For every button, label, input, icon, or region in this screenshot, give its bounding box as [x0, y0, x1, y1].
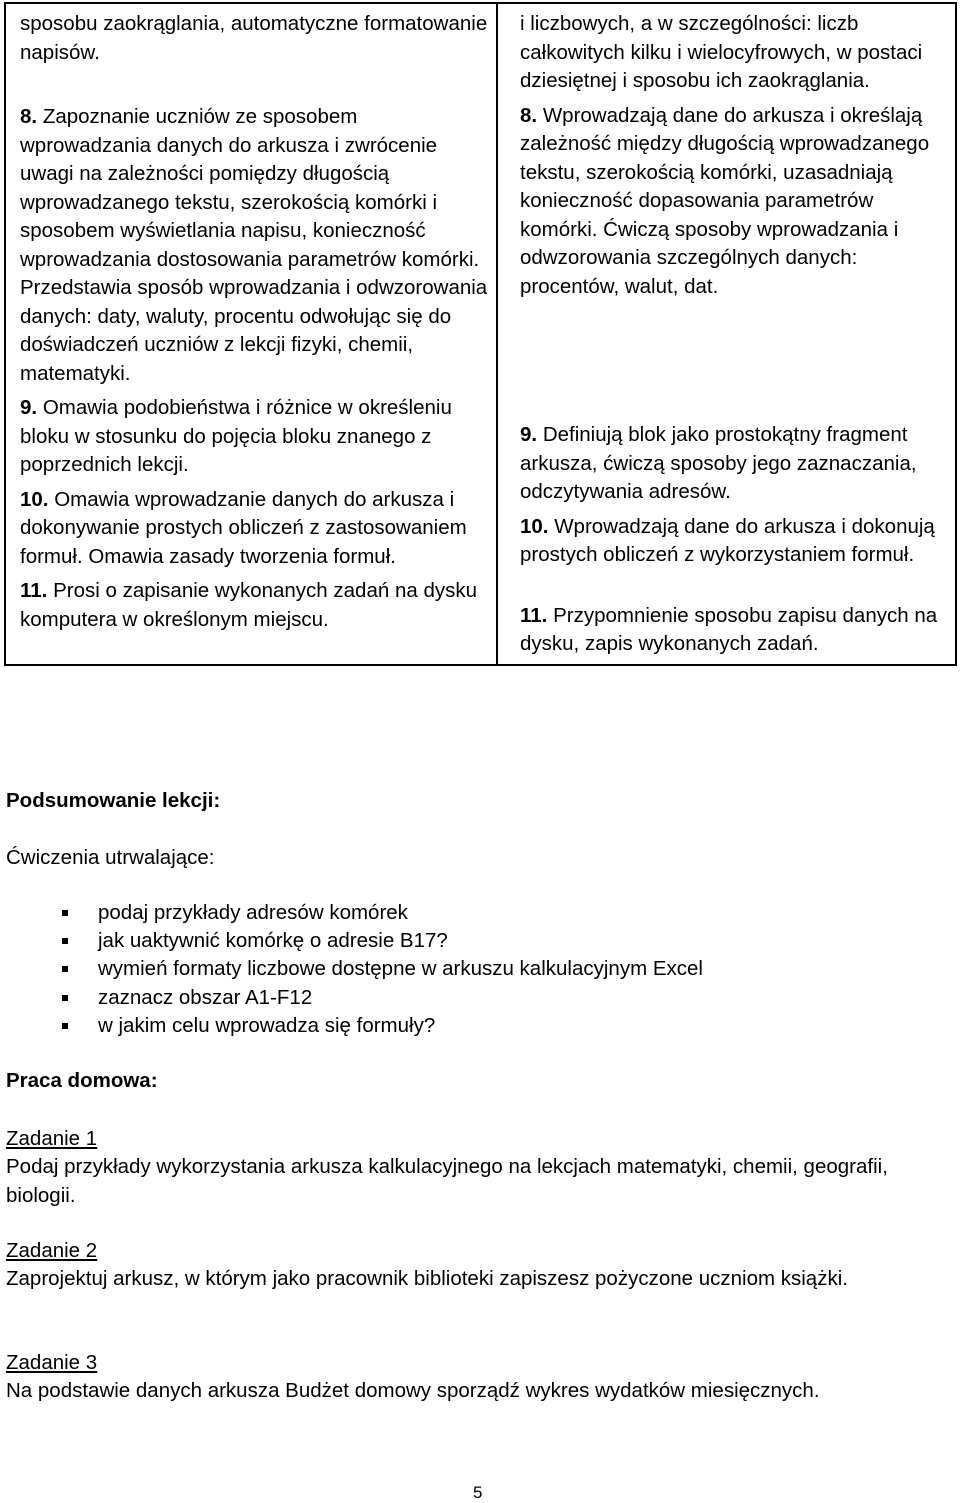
- item-number: 8.: [520, 103, 538, 127]
- exercise-text: podaj przykłady adresów komórek: [98, 901, 408, 924]
- homework-task-3: [6, 1349, 951, 1406]
- list-item: [62, 927, 703, 955]
- list-item: [62, 984, 703, 1012]
- homework-task-1: [6, 1125, 951, 1210]
- item-number: 10.: [20, 487, 49, 511]
- page-number: 5: [473, 1483, 483, 1502]
- item-text: Przypomnienie sposobu zapisu danych na dysku, zapis wykonanych zadań.: [520, 603, 938, 655]
- item-text: Wprowadzają dane do arkusza i dokonują prostych obliczeń z wykorzystaniem formuł.: [520, 514, 935, 566]
- bullet-square-icon: [62, 910, 68, 916]
- list-item: [520, 10, 949, 96]
- exercise-text: jak uaktywnić komórkę o adresie B17?: [98, 929, 448, 953]
- item-text: sposobu zaokrąglania, automatyczne formatowanie napisów.: [20, 12, 488, 64]
- item-text: i liczbowych, a w szczególności: liczb całkowitych kilku i wielocyfrowych, w postaci dziesiętnej i sposobu ich zaokrąglania.: [520, 12, 923, 92]
- item-number: 11.: [520, 603, 548, 627]
- item-text: Omawia podobieństwa i różnice w określeniu bloku w stosunku do pojęcia bloku znanego z poprzednich lekcji.: [20, 396, 452, 476]
- item-number: 8.: [20, 105, 38, 128]
- item-text: Omawia wprowadzanie danych do arkusza i dokonywanie prostych obliczeń z zastosowaniem formuł. Omawia zasady tworzenia formuł.: [20, 487, 467, 568]
- task-title: Zadanie 2: [6, 1239, 98, 1262]
- homework-task-2: [6, 1237, 951, 1294]
- exercise-text: w jakim celu wprowadza się formuły?: [98, 1013, 436, 1037]
- summary-heading: Podsumowanie lekcji:: [6, 789, 221, 812]
- list-item: [20, 103, 490, 388]
- exercises-list: [62, 899, 703, 1040]
- item-text: Zapoznanie uczniów ze sposobem wprowadzania danych do arkusza i zwrócenie uwagi na zależności pomiędzy długością wprowadzanego tekstu, szerokością komórki i sposobem wyświetlania napisu, konieczność wprowadzania dostosowania parametrów komórki. Przedstawia sposób wprowadzania i odwzorowania danych: daty, waluty, procentu odwołując się do doświadczeń uczniów z lekcji fizyki, chemii, matematyki.: [20, 105, 488, 385]
- bullet-square-icon: [62, 966, 68, 972]
- task-title: Zadanie 3: [6, 1351, 98, 1374]
- table-row: [5, 3, 956, 665]
- exercise-text: wymień formaty liczbowe dostępne w arkuszu kalkulacyjnym Excel: [98, 957, 703, 981]
- task-text: Zaprojektuj arkusz, w którym jako pracownik biblioteki zapiszesz pożyczone uczniom książki.: [6, 1267, 848, 1291]
- task-text: Na podstawie danych arkusza Budżet domowy sporządź wykres wydatków miesięcznych.: [6, 1379, 820, 1403]
- task-title: Zadanie 1: [6, 1127, 98, 1150]
- item-text: Prosi o zapisanie wykonanych zadań na dysku komputera w określonym miejscu.: [20, 579, 477, 631]
- lesson-plan-table: [4, 2, 957, 666]
- bullet-square-icon: [62, 995, 68, 1001]
- exercises-heading: Ćwiczenia utrwalające:: [6, 846, 215, 869]
- bullet-square-icon: [62, 938, 68, 944]
- item-text: Definiują blok jako prostokątny fragment arkusza, ćwiczą sposoby jego zaznaczania, odczytywania adresów.: [520, 423, 917, 503]
- list-item: [520, 513, 949, 570]
- bullet-square-icon: [62, 1023, 68, 1029]
- student-activities-cell: [497, 3, 956, 665]
- list-item: [20, 577, 490, 634]
- list-item: [20, 486, 490, 572]
- list-item: [62, 899, 703, 927]
- list-item: [520, 421, 949, 507]
- list-item: [520, 602, 949, 659]
- list-item: [62, 955, 703, 983]
- list-item: [20, 394, 490, 480]
- exercise-text: zaznacz obszar A1-F12: [98, 985, 313, 1009]
- item-number: 11.: [20, 579, 48, 602]
- list-item: [20, 10, 490, 67]
- homework-heading: Praca domowa:: [6, 1069, 158, 1092]
- item-text: Wprowadzają dane do arkusza i określają zależność między długością wprowadzanego tekstu, szerokością komórki, uzasadniają konieczność dopasowania parametrów komórki. Ćwiczą sposoby wprowadzania i odwzorowania szczególnych danych: procentów, walut, dat.: [520, 103, 930, 298]
- teacher-activities-cell: [5, 3, 497, 665]
- task-text: Podaj przykłady wykorzystania arkusza kalkulacyjnego na lekcjach matematyki, chemii, geografii, biologii.: [6, 1155, 888, 1207]
- list-item: [62, 1012, 703, 1040]
- item-number: 9.: [520, 423, 538, 446]
- list-item: [520, 102, 949, 302]
- item-number: 10.: [520, 514, 549, 538]
- item-number: 9.: [20, 396, 38, 419]
